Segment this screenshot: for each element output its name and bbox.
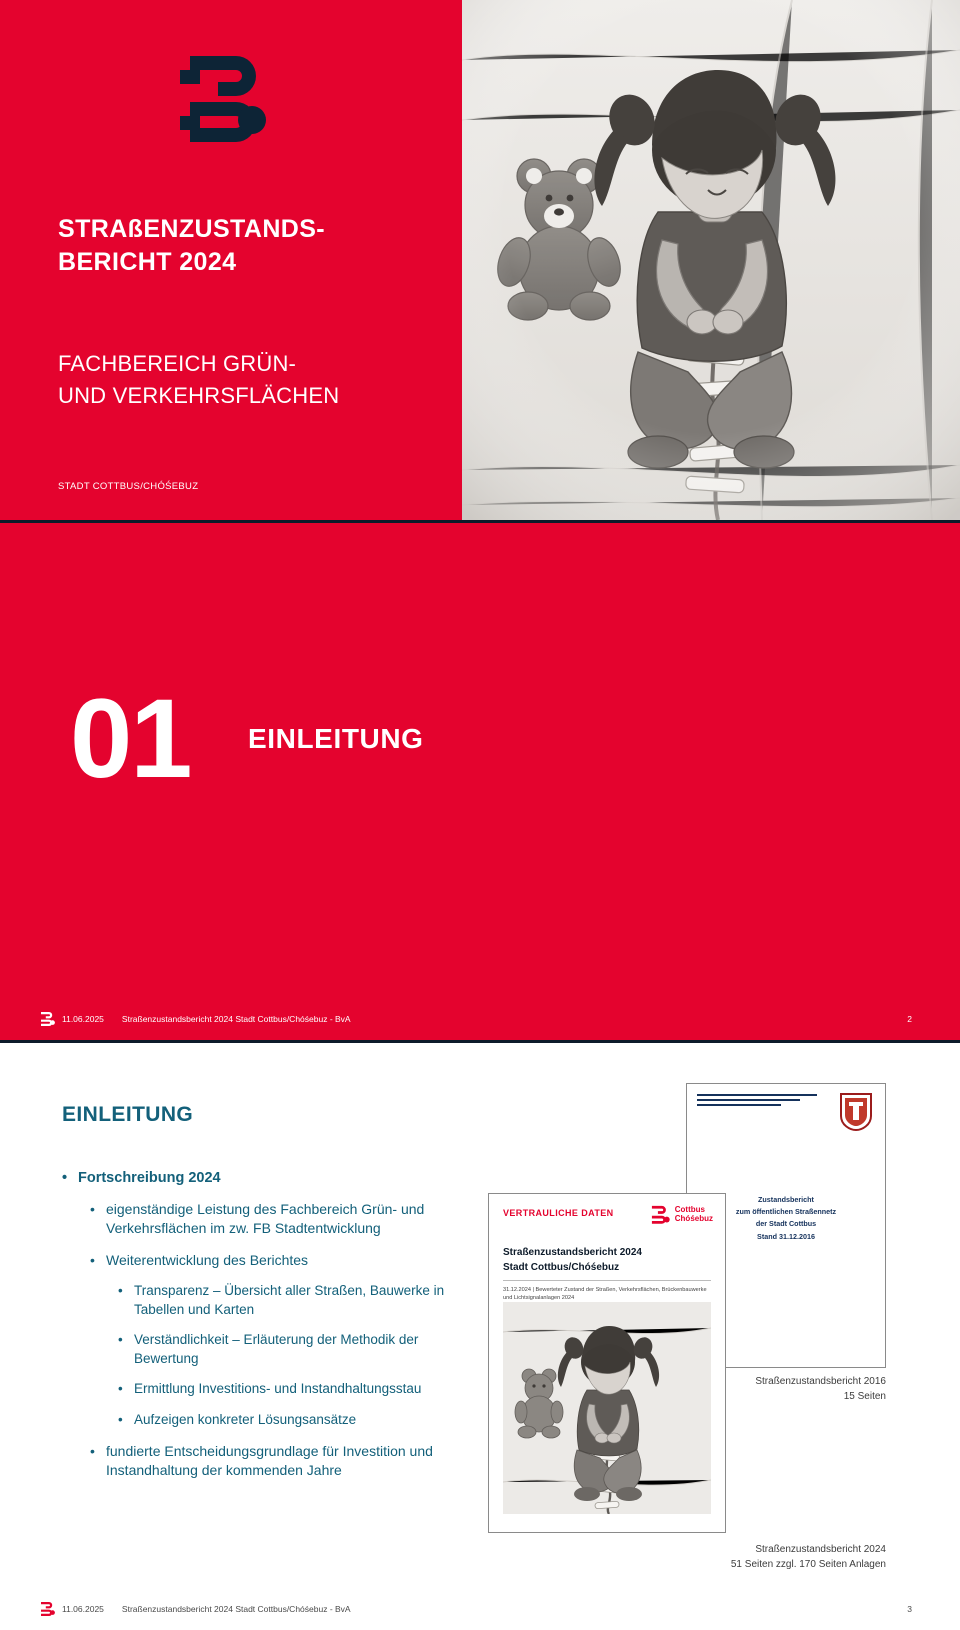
list-item: • Aufzeigen konkreter Lösungsansätze [118, 1411, 482, 1430]
confidential-label: VERTRAULICHE DATEN [503, 1208, 614, 1218]
caption-report-2024: Straßenzustandsbericht 2024 51 Seiten zzgl. 170 Seiten Anlagen [730, 1544, 886, 1570]
list-item: • Fortschreibung 2024 [62, 1170, 221, 1186]
thumb-meta: 31.12.2024 | Bewerteter Zustand der Straßen, Verkehrsflächen, Brückenbauwerke und Lichtsignalanlagen 2024 [503, 1287, 707, 1302]
page-title-line1: STRAßENZUSTANDS- [58, 215, 326, 243]
cover-illustration [462, 0, 960, 520]
report-thumbnail-2024[interactable] [488, 1193, 726, 1533]
footer-text: Straßenzustandsbericht 2024 Stadt Cottbus/Chóśebuz - BvA [121, 1604, 351, 1614]
bullet-dot-icon: • [90, 1442, 95, 1459]
bullet-dot-icon: • [62, 1170, 68, 1186]
list-item: • Ermittlung Investitions- und Instandhaltungsstau [118, 1380, 482, 1399]
footer-page-number: 3 [907, 1604, 912, 1614]
slide-footer [0, 1598, 960, 1620]
logo-wordmark: Cottbus Chóśebuz [674, 1205, 713, 1223]
cottbus-chosebuz-logo [180, 48, 276, 168]
title-slide [0, 0, 960, 520]
thumb-header-org [697, 1094, 817, 1109]
section-title: EINLEITUNG [248, 723, 424, 754]
bullet-dot-icon: • [118, 1282, 123, 1298]
section-number: 01 [70, 676, 191, 801]
page-subtitle-line2: UND VERKEHRSFLÄCHEN [58, 382, 340, 408]
page-title [58, 213, 458, 279]
page-title-line2: BERICHT 2024 [58, 248, 237, 276]
page-subtitle [58, 348, 458, 412]
content-slide [0, 1040, 960, 1630]
page-subtitle-line1: FACHBEREICH GRÜN- [58, 351, 297, 376]
bullet-dot-icon: • [118, 1381, 123, 1397]
footer-page-number: 2 [907, 1014, 912, 1024]
list-item: • Weiterentwicklung des Berichtes [90, 1251, 482, 1270]
footer-text: Straßenzustandsbericht 2024 Stadt Cottbus/Chóśebuz - BvA [121, 1014, 351, 1024]
slide-footer [0, 1008, 960, 1030]
bullet-dot-icon: • [118, 1332, 123, 1348]
bullet-list [62, 1168, 482, 1492]
list-item: • Verständlichkeit – Erläuterung der Methodik der Bewertung [118, 1331, 482, 1368]
caption-report-2016: Straßenzustandsbericht 2016 15 Seiten [755, 1376, 886, 1402]
footer-date: 11.06.2025 [62, 1014, 104, 1024]
cottbus-coat-of-arms [839, 1092, 873, 1132]
thumb-center-text: Zustandsbericht zum öffentlichen Straßennetz der Stadt Cottbus Stand 31.12.2016 [735, 1195, 837, 1241]
list-item: • eigenständige Leistung des Fachbereich Grün- und Verkehrsflächen im zw. FB Stadtentwicklung [90, 1200, 482, 1239]
footer-logo-icon [40, 1011, 56, 1027]
content-heading: EINLEITUNG [62, 1103, 194, 1126]
bullet-dot-icon: • [90, 1201, 95, 1217]
footer-date: 11.06.2025 [62, 1604, 104, 1614]
divider [503, 1280, 711, 1281]
thumb-illustration [503, 1302, 711, 1514]
bullet-dot-icon: • [118, 1412, 123, 1428]
list-item: • Transparenz – Übersicht aller Straßen, Bauwerke in Tabellen und Karten [118, 1282, 482, 1319]
cottbus-chosebuz-logo-small [651, 1202, 713, 1228]
section-slide [0, 520, 960, 1040]
organisation-label: STADT COTTBUS/CHÓŚEBUZ [58, 481, 199, 492]
footer-logo-icon [40, 1601, 56, 1617]
list-item: • fundierte Entscheidungsgrundlage für Investition und Instandhaltung der kommenden Jahre [90, 1442, 482, 1481]
bullet-dot-icon: • [90, 1251, 95, 1268]
thumb-title: Straßenzustandsbericht 2024 Stadt Cottbus/Chóśebuz [503, 1247, 642, 1273]
